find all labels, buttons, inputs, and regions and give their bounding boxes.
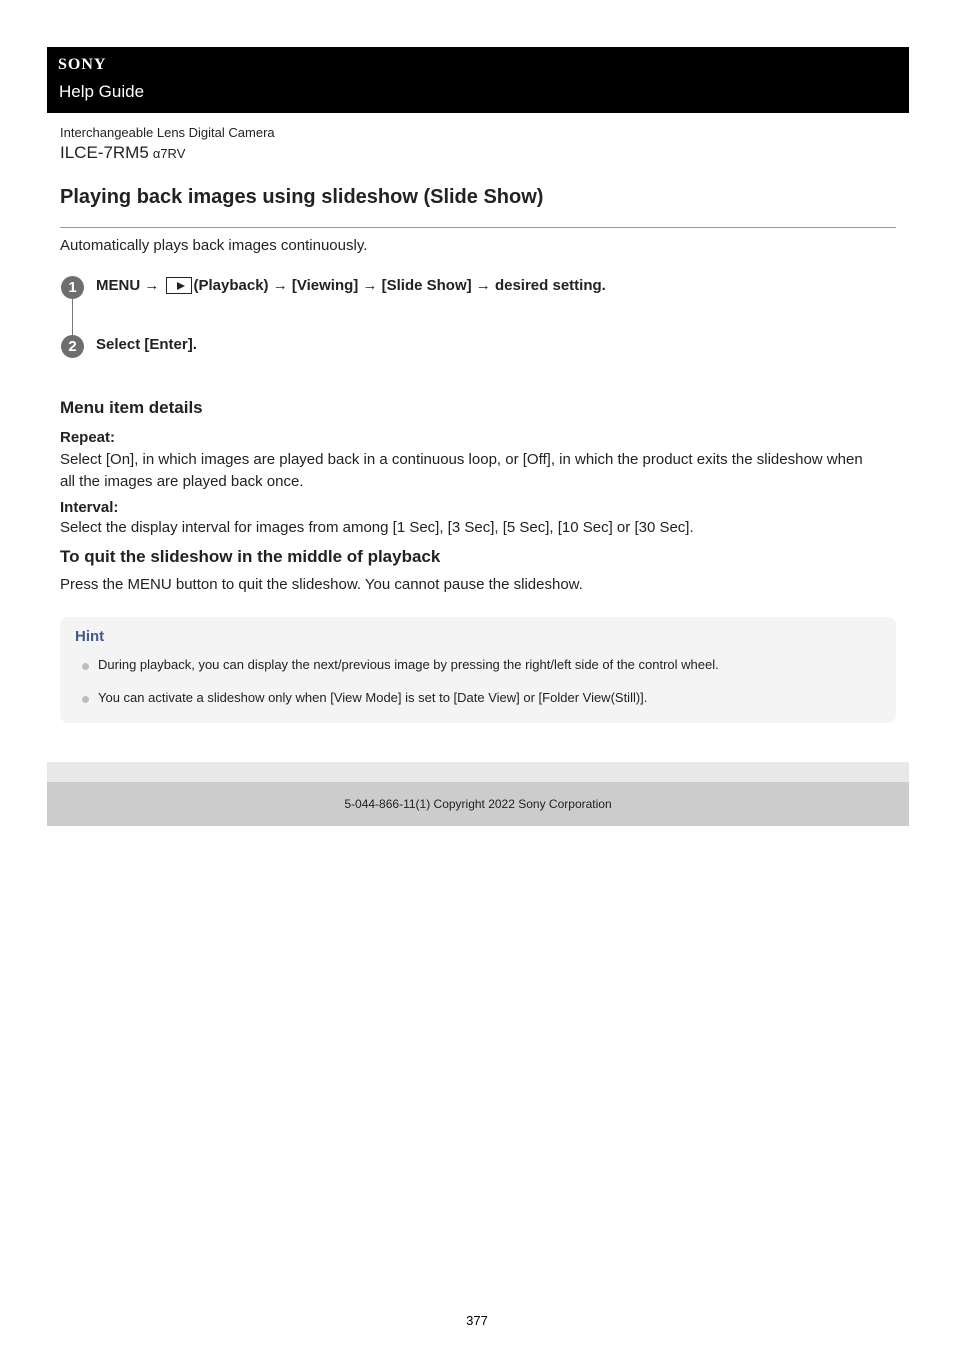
header-bar [47,47,909,113]
step-connector [72,298,73,336]
model-line [60,143,185,163]
bullet-icon [82,696,89,703]
page-title: Playing back images using slideshow (Slide Show) [60,186,544,208]
model-alias: α7RV [152,146,186,161]
model-name: ILCE-7RM5 [60,143,149,162]
step-1-text [96,277,606,294]
step-number-2: 2 [61,335,84,358]
footer [47,782,909,826]
title-divider [60,227,896,228]
quit-heading: To quit the slideshow in the middle of playback [60,547,441,566]
quit-text: Press the MENU button to quit the slideshow. You cannot pause the slideshow. [60,576,583,593]
footer-spacer [47,762,909,782]
help-guide-label: Help Guide [59,82,145,101]
menu-details-heading: Menu item details [60,398,203,417]
intro-text: Automatically plays back images continuously. [60,237,368,254]
hint-title: Hint [75,628,105,645]
playback-icon [166,277,192,294]
step-1-suffix: (Playback) → [Viewing] → [Slide Show] → desired setting. [193,277,606,294]
hint-item-2: You can activate a slideshow only when [View Mode] is set to [Date View] or [Folder View(Still)]. [98,690,648,705]
copyright-text: 5-044-866-11(1) Copyright 2022 Sony Corporation [344,797,612,811]
step-2-text: Select [Enter]. [96,336,197,353]
hint-box [60,617,896,723]
hint-item-1: During playback, you can display the next/previous image by pressing the right/left side of the control wheel. [98,657,719,672]
product-type: Interchangeable Lens Digital Camera [60,125,275,140]
page-number: 377 [466,1313,488,1328]
desc-repeat: Select [On], in which images are played back in a continuous loop, or [Off], in which the product exits the slideshow when all the images are played back once. [60,451,863,490]
desc-interval: Select the display interval for images from among [1 Sec], [3 Sec], [5 Sec], [10 Sec] or [30 Sec]. [60,519,694,536]
step-number-1: 1 [61,276,84,299]
term-interval: Interval: [60,499,119,516]
term-repeat: Repeat: [60,429,116,446]
bullet-icon [82,663,89,670]
sony-logo: SONY [58,56,107,73]
step-1-prefix: MENU → [96,277,160,294]
